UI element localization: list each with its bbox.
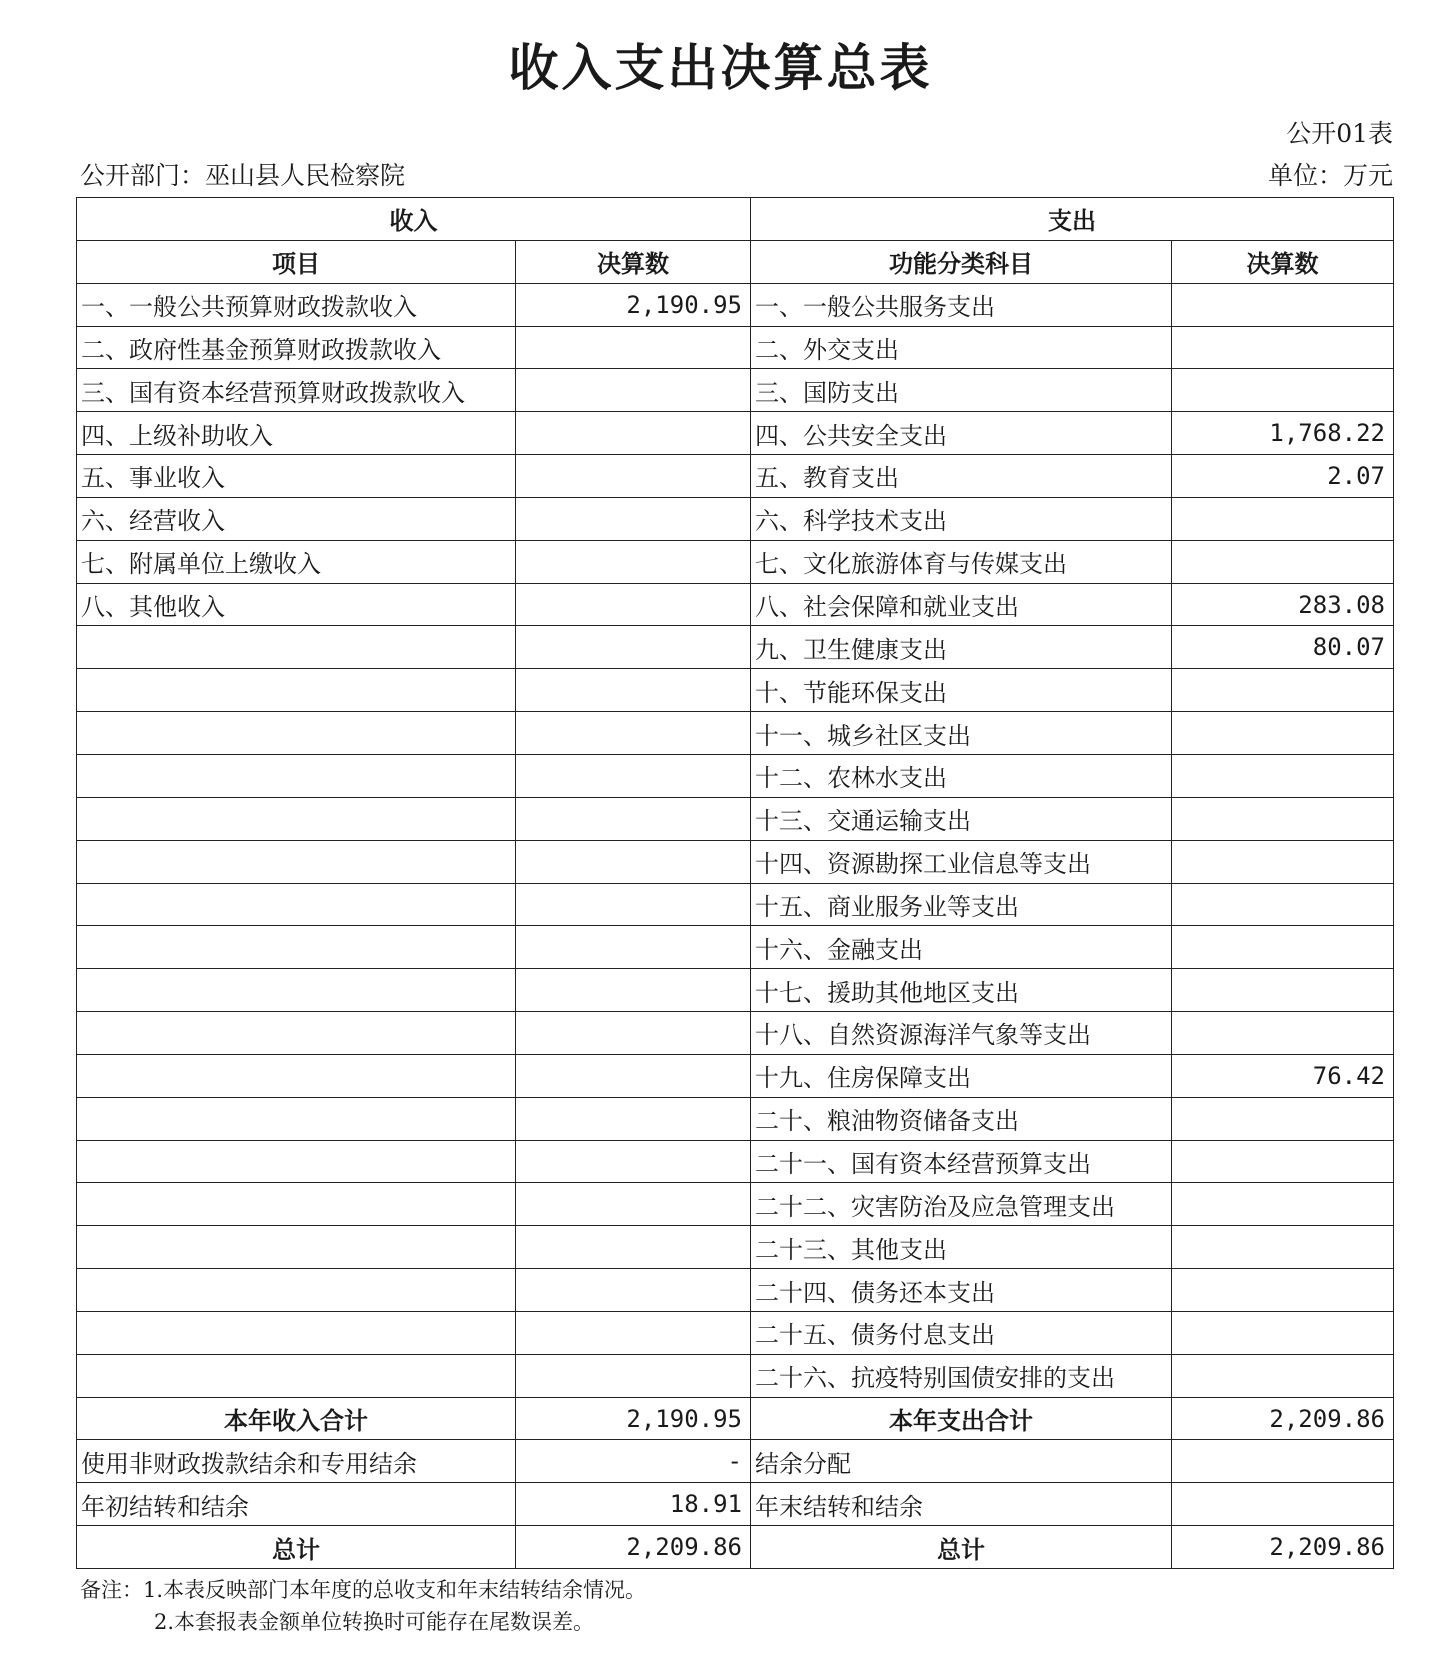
expense-item: 年末结转和结余 [751,1483,1172,1526]
table-row [77,1226,1394,1269]
year-total-row [77,1397,1394,1440]
expense-amount [1172,1097,1394,1140]
expense-item: 二十四、债务还本支出 [751,1269,1172,1312]
table-row [77,1097,1394,1140]
page-title: 收入支出决算总表 [508,39,933,97]
table-row [77,1269,1394,1312]
expense-item: 十、节能环保支出 [751,669,1172,712]
income-item: 四、上级补助收入 [77,412,516,455]
expense-amount: 1,768.22 [1172,412,1394,455]
income-amount [516,583,751,626]
department-label: 公开部门：巫山县人民检察院 [80,161,406,190]
expense-amount: 283.08 [1172,583,1394,626]
expense-amount [1172,1226,1394,1269]
expense-amount: 76.42 [1172,1054,1394,1097]
expense-item: 十五、商业服务业等支出 [751,883,1172,926]
expense-amount [1172,1440,1394,1483]
expense-amount [1172,497,1394,540]
income-amount [516,1311,751,1354]
income-amount [516,1183,751,1226]
income-amount [516,540,751,583]
income-amount [516,626,751,669]
income-item: 五、事业收入 [77,455,516,498]
table-code: 公开01表 [1286,119,1393,148]
expense-amount: 2,209.86 [1172,1526,1394,1569]
income-item: 三、国有资本经营预算财政拨款收入 [77,369,516,412]
income-amount [516,883,751,926]
income-item: 总计 [77,1526,516,1569]
expense-item: 二、外交支出 [751,326,1172,369]
income-amount: 2,209.86 [516,1526,751,1569]
income-amount [516,926,751,969]
table-row [77,369,1394,412]
table-row [77,497,1394,540]
table-row [77,326,1394,369]
income-item [77,1269,516,1312]
table-row [77,883,1394,926]
expense-amount [1172,369,1394,412]
expense-amount [1172,1183,1394,1226]
unit-label: 单位：万元 [1267,161,1393,190]
income-amount-header: 决算数 [516,240,751,283]
expense-amount [1172,969,1394,1012]
note-2: 2.本套报表金额单位转换时可能存在尾数误差。 [154,1610,595,1634]
expense-amount [1172,1140,1394,1183]
income-amount [516,1054,751,1097]
expense-amount [1172,1483,1394,1526]
income-amount: - [516,1440,751,1483]
income-amount [516,1354,751,1397]
expense-item: 十九、住房保障支出 [751,1054,1172,1097]
income-item [77,669,516,712]
income-amount [516,1097,751,1140]
expense-item: 八、社会保障和就业支出 [751,583,1172,626]
section-header-row [77,198,1394,241]
income-item [77,1226,516,1269]
expense-header: 支出 [751,198,1394,241]
income-item [77,1311,516,1354]
expense-item: 二十一、国有资本经营预算支出 [751,1140,1172,1183]
table-row [77,712,1394,755]
income-item: 使用非财政拨款结余和专用结余 [77,1440,516,1483]
table-row [77,583,1394,626]
expense-amount: 2.07 [1172,455,1394,498]
table-row [77,1311,1394,1354]
income-item: 七、附属单位上缴收入 [77,540,516,583]
table-row [77,1483,1394,1526]
expense-item: 二十、粮油物资储备支出 [751,1097,1172,1140]
income-item [77,883,516,926]
expense-item: 十七、援助其他地区支出 [751,969,1172,1012]
expense-item: 十二、农林水支出 [751,754,1172,797]
table-row [77,1012,1394,1055]
income-item: 二、政府性基金预算财政拨款收入 [77,326,516,369]
income-item: 八、其他收入 [77,583,516,626]
income-amount [516,1140,751,1183]
income-amount [516,1269,751,1312]
income-item: 本年收入合计 [77,1397,516,1440]
expense-amount [1172,840,1394,883]
expense-amount [1172,883,1394,926]
income-amount [516,712,751,755]
income-item [77,969,516,1012]
expense-item: 七、文化旅游体育与传媒支出 [751,540,1172,583]
income-amount [516,326,751,369]
expense-amount [1172,1012,1394,1055]
income-item [77,754,516,797]
table-row [77,840,1394,883]
notes [80,1574,646,1638]
income-item [77,1140,516,1183]
table-row [77,1183,1394,1226]
income-expense-table [76,197,1394,1569]
income-amount [516,840,751,883]
expense-item: 总计 [751,1526,1172,1569]
expense-item: 九、卫生健康支出 [751,626,1172,669]
income-amount [516,497,751,540]
column-header-row [77,240,1394,283]
table-row [77,754,1394,797]
expense-amount [1172,1354,1394,1397]
income-amount: 18.91 [516,1483,751,1526]
grand-total-row [77,1526,1394,1569]
income-item [77,1012,516,1055]
income-amount [516,669,751,712]
income-item [77,712,516,755]
expense-item: 十六、金融支出 [751,926,1172,969]
income-item: 六、经营收入 [77,497,516,540]
expense-item: 十八、自然资源海洋气象等支出 [751,1012,1172,1055]
expense-amount [1172,926,1394,969]
expense-amount-header: 决算数 [1172,240,1394,283]
note-1: 备注：1.本表反映部门本年度的总收支和年末结转结余情况。 [80,1578,647,1602]
income-amount [516,969,751,1012]
income-amount: 2,190.95 [516,283,751,326]
expense-item: 五、教育支出 [751,455,1172,498]
income-amount [516,412,751,455]
income-item: 年初结转和结余 [77,1483,516,1526]
income-item [77,1054,516,1097]
income-header: 收入 [77,198,751,241]
income-item [77,840,516,883]
table-row [77,412,1394,455]
income-amount [516,369,751,412]
expense-item: 十四、资源勘探工业信息等支出 [751,840,1172,883]
expense-item: 一、一般公共服务支出 [751,283,1172,326]
expense-item: 四、公共安全支出 [751,412,1172,455]
expense-amount [1172,326,1394,369]
income-amount [516,1226,751,1269]
function-header: 功能分类科目 [751,240,1172,283]
income-item [77,1097,516,1140]
expense-item: 二十二、灾害防治及应急管理支出 [751,1183,1172,1226]
expense-item: 十一、城乡社区支出 [751,712,1172,755]
expense-amount [1172,1269,1394,1312]
table-row [77,797,1394,840]
income-item [77,1354,516,1397]
income-amount: 2,190.95 [516,1397,751,1440]
expense-amount: 80.07 [1172,626,1394,669]
expense-amount: 2,209.86 [1172,1397,1394,1440]
expense-item: 本年支出合计 [751,1397,1172,1440]
table-row [77,540,1394,583]
expense-item: 二十六、抗疫特别国债安排的支出 [751,1354,1172,1397]
table-row [77,1140,1394,1183]
expense-item: 结余分配 [751,1440,1172,1483]
income-item [77,797,516,840]
expense-amount [1172,540,1394,583]
table-row [77,455,1394,498]
table-row [77,926,1394,969]
table-row [77,626,1394,669]
item-header: 项目 [77,240,516,283]
expense-amount [1172,754,1394,797]
income-item [77,1183,516,1226]
expense-amount [1172,1311,1394,1354]
income-amount [516,797,751,840]
table-row [77,1440,1394,1483]
table-row [77,1054,1394,1097]
expense-item: 三、国防支出 [751,369,1172,412]
table-row [77,969,1394,1012]
expense-item: 二十三、其他支出 [751,1226,1172,1269]
income-item: 一、一般公共预算财政拨款收入 [77,283,516,326]
expense-amount [1172,712,1394,755]
expense-amount [1172,283,1394,326]
income-item [77,926,516,969]
income-amount [516,455,751,498]
income-amount [516,1012,751,1055]
expense-item: 十三、交通运输支出 [751,797,1172,840]
income-amount [516,754,751,797]
expense-item: 二十五、债务付息支出 [751,1311,1172,1354]
expense-amount [1172,797,1394,840]
income-item [77,626,516,669]
expense-item: 六、科学技术支出 [751,497,1172,540]
expense-amount [1172,669,1394,712]
table-row [77,669,1394,712]
table-row [77,1354,1394,1397]
table-row [77,283,1394,326]
